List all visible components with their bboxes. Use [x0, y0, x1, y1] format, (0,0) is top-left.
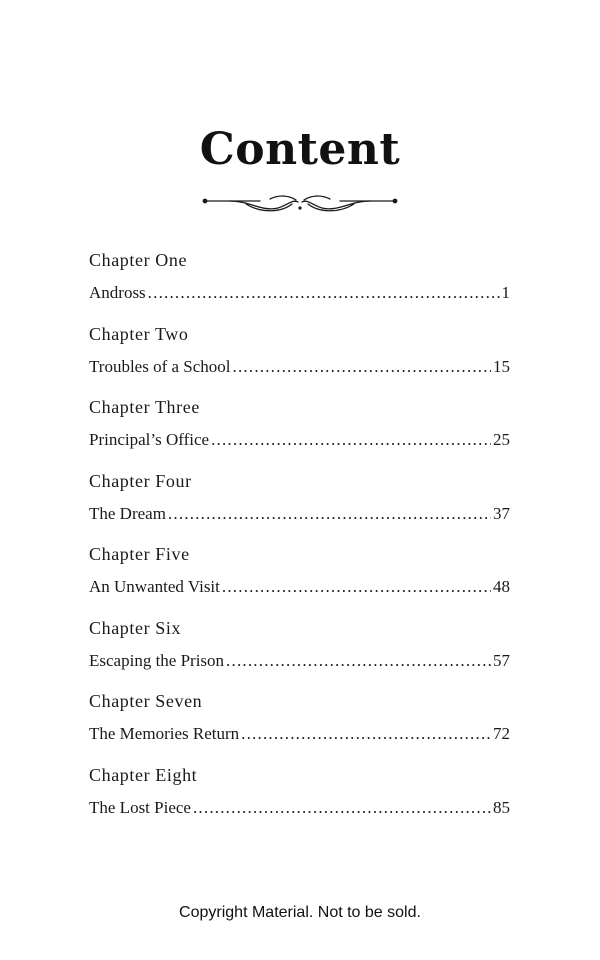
toc-line[interactable] — [89, 569, 510, 605]
dot-leader — [222, 569, 491, 605]
copyright-notice: Copyright Material. Not to be sold. — [179, 904, 421, 921]
dot-leader — [241, 716, 491, 752]
toc-line[interactable] — [89, 496, 510, 532]
page-number: 37 — [493, 503, 510, 523]
table-of-contents — [89, 245, 510, 833]
chapter-heading: Chapter Seven — [89, 691, 203, 711]
chapter-heading: Chapter Four — [89, 470, 192, 491]
chapter-heading: Chapter Three — [89, 397, 200, 417]
chapter-title: The Memories Return — [89, 724, 240, 743]
toc-entry — [89, 245, 510, 319]
chapter-title: Escaping the Prison — [89, 650, 225, 670]
page-title: Content — [199, 124, 401, 175]
toc-entry — [89, 686, 510, 760]
page-number: 15 — [493, 356, 510, 376]
toc-line[interactable] — [89, 643, 510, 679]
chapter-heading: Chapter Eight — [89, 764, 198, 785]
chapter-title: An Unwanted Visit — [89, 577, 220, 596]
toc-entry — [89, 760, 510, 834]
toc-line[interactable] — [89, 716, 510, 752]
dot-leader — [148, 275, 500, 311]
page-number: 25 — [493, 430, 510, 449]
chapter-heading: Chapter Six — [89, 617, 182, 638]
dot-leader — [226, 643, 491, 679]
toc-line[interactable] — [89, 275, 510, 311]
dot-leader — [233, 349, 491, 385]
chapter-title: The Lost Piece — [89, 797, 191, 817]
chapter-heading: Chapter Two — [89, 323, 189, 344]
toc-entry — [89, 466, 510, 540]
page-number: 48 — [493, 577, 510, 596]
chapter-title: Troubles of a School — [89, 356, 231, 376]
toc-entry — [89, 319, 510, 393]
chapter-title: Principal’s Office — [89, 430, 210, 449]
chapter-title: The Dream — [89, 503, 166, 523]
page-number: 85 — [493, 797, 510, 817]
toc-entry — [89, 539, 510, 613]
flourish-divider-icon — [200, 190, 400, 218]
toc-line[interactable] — [89, 790, 510, 826]
chapter-heading: Chapter Five — [89, 544, 190, 564]
dot-leader — [193, 790, 491, 826]
toc-line[interactable] — [89, 422, 510, 458]
page-number: 72 — [493, 724, 510, 743]
page-number: 57 — [493, 650, 510, 670]
toc-entry — [89, 613, 510, 687]
page-number: 1 — [501, 283, 510, 302]
toc-line[interactable] — [89, 349, 510, 385]
chapter-title: Andross — [89, 283, 146, 302]
chapter-heading: Chapter One — [89, 250, 188, 270]
dot-leader — [168, 496, 491, 532]
toc-entry — [89, 392, 510, 466]
dot-leader — [211, 422, 491, 458]
